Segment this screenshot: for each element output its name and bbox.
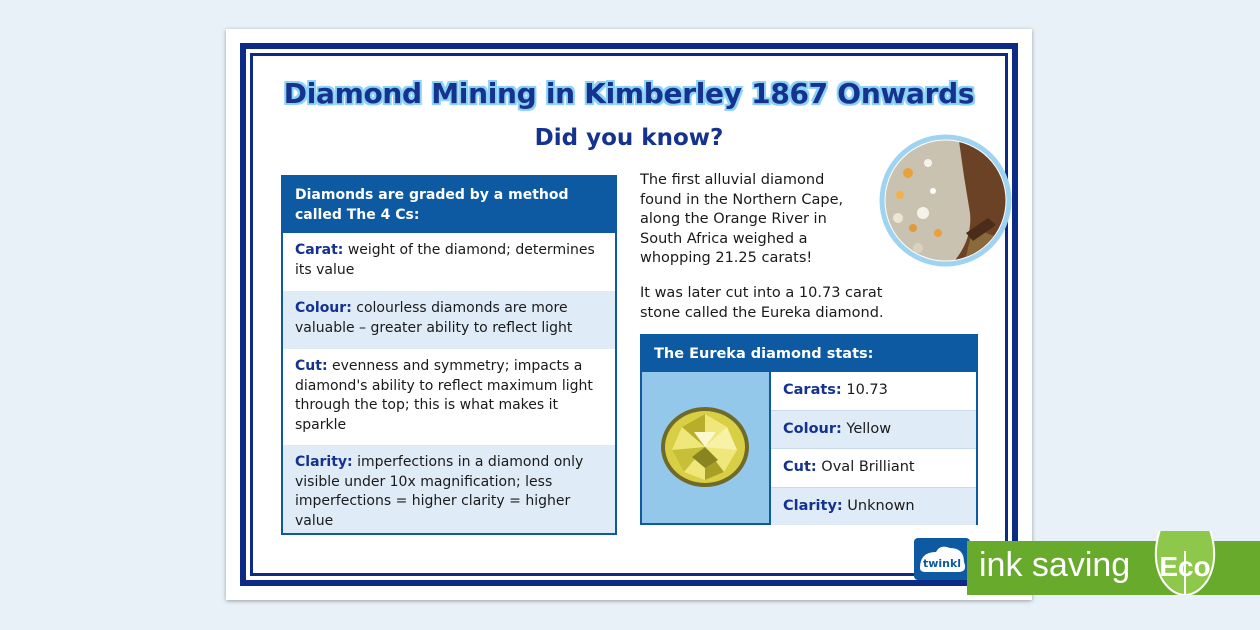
stat-value: 10.73 [841, 382, 888, 398]
stat-term: Carats: [783, 382, 842, 398]
stat-term: Cut: [783, 459, 817, 475]
stat-value: Unknown [842, 497, 915, 514]
grade-term: Colour [295, 300, 347, 316]
diamond-sorting-photo [878, 133, 1013, 268]
eco-label: Eco [1159, 551, 1211, 582]
eureka-diamond-image [642, 372, 769, 523]
fact-paragraph-2: It was later cut into a 10.73 carat stone called the Eureka diamond. [640, 285, 884, 321]
stat-row-carats [771, 372, 976, 411]
stat-term: Colour: [783, 420, 842, 437]
grading-box [281, 175, 617, 535]
grade-row-cut: Cut: evenness and symmetry; impacts a diamond's ability to reflect maximum light through the top; this is what makes it sparkle [295, 358, 593, 433]
grade-row-clarity: Clarity: imperfections in a diamond only visible under 10x magnification; less imperfections = higher clarity = higher value [283, 445, 615, 533]
grade-row-colour: Colour: colourless diamonds are more valuable – greater ability to reflect light [283, 291, 615, 349]
poster-sheet [226, 29, 1032, 600]
grade-text: colourless diamonds are more valuable – greater ability to reflect light [295, 300, 573, 336]
stat-row-cut [771, 449, 976, 488]
poster-subtitle: Did you know? [534, 125, 724, 151]
stat-term: Clarity: [783, 497, 843, 514]
ink-saving-eco-badge [967, 531, 1260, 595]
fact-paragraph-1: The first alluvial diamond found in the Northern Cape, along the Orange River in South Africa weighed a whopping 21.25 carats! [640, 172, 844, 266]
grading-heading: Diamonds are graded by a method called The 4 Cs: [283, 177, 615, 233]
grade-term: Cut [295, 358, 322, 374]
poster-title: Diamond Mining in Kimberley 1867 Onwards [283, 77, 975, 110]
grade-term: Carat [295, 242, 338, 258]
stat-row-clarity [771, 488, 976, 526]
stat-value: Yellow [841, 420, 892, 437]
grade-text: evenness and symmetry; impacts a diamond's ability to reflect maximum light through the top; this is what makes it sparkle [295, 358, 593, 433]
stat-row-colour [771, 411, 976, 450]
ink-saving-label: ink saving [979, 546, 1131, 584]
stat-value: Oval Brilliant [816, 459, 915, 475]
grade-term: Clarity [295, 454, 348, 470]
grade-text: imperfections in a diamond only visible under 10x magnification; less imperfections = higher clarity = higher value [295, 454, 584, 529]
eureka-stats-box [640, 334, 978, 525]
twinkl-text: twinkl [922, 557, 962, 570]
grade-row-carat: Carat: weight of the diamond; determines its value [295, 242, 595, 278]
stats-list [769, 372, 976, 523]
grade-text: weight of the diamond; determines its value [295, 242, 595, 278]
yellow-diamond-icon [642, 372, 769, 523]
stats-heading: The Eureka diamond stats: [642, 336, 976, 372]
twinkl-logo [914, 538, 970, 580]
